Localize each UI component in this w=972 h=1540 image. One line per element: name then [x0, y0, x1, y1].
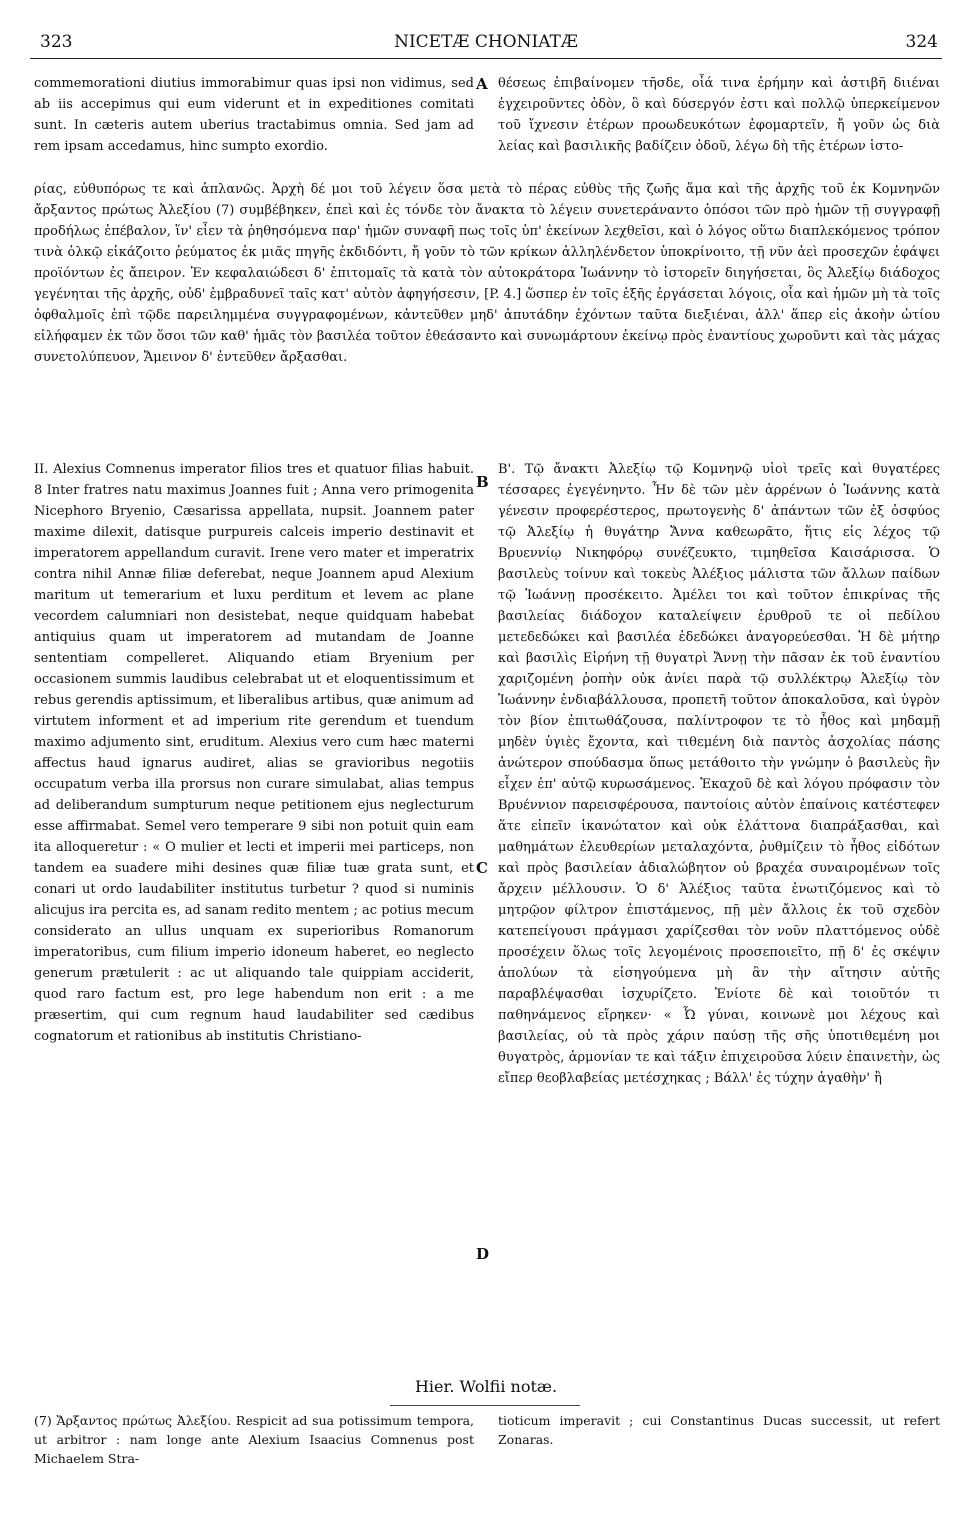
notes-title: Hier. Wolfii notæ. — [414, 1377, 558, 1396]
margin-letter-a: A — [476, 75, 488, 93]
note-7-right: tioticum imperavit ; cui Constantinus Ducas successit, ut refert Zonaras. — [498, 1413, 940, 1447]
greek-intro: θέσεως ἐπιβαίνομεν τῆσδε, οἷά τινα ἐρήμην καὶ ἀστιβῆ διιέναι ἐγχειροῦντες ὁδὸν, ὃ καὶ δύσεργόν ἐστι καὶ πολλῷ ὑπερκείμενον τοῦ ἴχνεσιν ἑτέρων προωδευκότων ἐφομαρτεῖν, ἤ γοῦν ὡς διὰ λείας καὶ βασιλικῆς βαδίζειν ὁδοῦ, λέγω δὴ τῆς ἑτέρων ἱστο- — [498, 76, 940, 154]
running-title: NICETÆ CHONIATÆ — [394, 32, 578, 52]
page — [30, 28, 942, 1466]
greek-intro-full-width: ρίας, εὐθυπόρως τε καὶ ἀπλανῶς. Ἀρχὴ δέ μοι τοῦ λέγειν ὅσα μετὰ τὸ πέρας εὐθὺς τῆς ζωῆς ἅμα καὶ τῆς ἀρχῆς τοῦ ἐκ Κομνηνῶν ἄρξαντος πρώτως Ἀλεξίου (7) συμβέβηκεν, ἐπεὶ καὶ ἐς τόνδε τὸν ἄνακτα τὸ λέγειν συνετεράναντο ὁπόσοι τῶν πρὸ ἡμῶν τῇ συγγραφῇ προδήλως ἐπέβαλον, ἵν' εἶεν τὰ ῥηθησόμενα παρ' ἡμῶν συναφῆ πως τοῖς ὑπ' ἐκείνων λεχθεῖσι, καὶ ὁ λόγος οὕτω διαπλεκόμενος τρόπον τινὰ ὁλκῷ εἰκάζοιτο ῥεύματος ἐκ μιᾶς πηγῆς ἐκδιδόντι, ἤ γοῦν τὸ τῶν κρίκων ἀλληλένδετον ὑποκρίνοιτο, τῇ νῦν ἀεὶ προσεχῶν ἐφάψει προϊόντων ἐς ἄπειρον. Ἐν κεφαλαιώδεσι δ' ἐπιτομαῖς τὰ κατὰ τὸν αὐτοκράτορα Ἰωάννην τὸ ἱστορεῖν διηγήσεται, ὃς Ἀλεξίῳ διάδοχος γεγένηται τῆς ἀρχῆς, οὐδ' ἐμβραδυνεῖ ταῖς κατ' αὐτὸν ἀφηγήσεσιν, [P. 4.] ὥσπερ ἐν τοῖς ἑξῆς ἐργάσεται λόγοις, οἷα καὶ ἡμῶν μὴ τὰ τοῖς ὀφθαλμοῖς ἐπὶ τῷδε παρειλημμένα συγγραφομένων, κἀντεῦθεν μηδ' ἀπυτάδην ἐχόντων ταῦτα διεξιέναι, ἀλλ' ἅπερ εἰς ἀκοὴν ὠτίου εἰλήφαμεν ἐκ τῶν ὅσοι τῶν καθ' ἡμᾶς τὸν βασιλέα τοῦτον ἐθεάσαντο καὶ συνωμάρτουν ἐκείνῳ πρὸς ἐναντίους χωροῦντι καὶ τὰς μάχας συνετολύπευον, Ἄμεινον δ' ἐντεῦθεν ἄρξασθαι. — [34, 182, 940, 365]
page-number-left: 323 — [40, 32, 73, 52]
margin-letter-c: C — [476, 859, 488, 877]
margin-letter-d: D — [476, 1245, 490, 1263]
latin-intro: commemorationi diutius immorabimur quas ipsi non vidimus, sed ab iis accepimus qui eum viderunt et in expeditiones comitati sunt. In cæteris autem uberius tractabimus omnia. Sed jam ad rem ipsam accedamus, hinc sumpto exordio. — [34, 76, 474, 154]
margin-letter-b: B — [476, 473, 489, 491]
note-7-left: (7) Ἄρξαντος πρώτως Ἀλεξίου. Respicit ad sua potissimum tempora, ut arbitror : nam longe ante Alexium Isaacius Comnenus post Michaelem Stra- — [34, 1413, 474, 1466]
running-header — [30, 28, 942, 59]
notes-divider — [390, 1405, 580, 1406]
greek-chapter-b: Β'. Τῷ ἄνακτι Ἀλεξίῳ τῷ Κομνηνῷ υἱοὶ τρεῖς καὶ θυγατέρες τέσσαρες ἐγεγένηντο. Ἦν δὲ τῶν μὲν ἀρρένων ὁ Ἰωάννης κατὰ γένεσιν προφερέστερος, πρωτογενὴς δ' ἁπάντων τῶν ἐξ ὀσφύος τῷ Ἀλεξίῳ ἡ θυγάτηρ Ἄννα καθεωρᾶτο, ἥτις εἰς λέχος τῷ Βρυεννίῳ Νικηφόρῳ συνέζευκτο, τιμηθεῖσα Καισάρισσα. Ὁ βασιλεὺς τοίνυν καὶ τοκεὺς Ἀλέξιος μάλιστα τῶν ἄλλων παίδων τῷ Ἰωάννῃ προσέκειτο. Ἀμέλει τοι καὶ τοῦτον ἐπικρίνας τῆς βασιλείας διάδοχον καταλείψειν ἐρυθροῦ τε οἱ πεδίλου μετεδεδώκει καὶ βασιλέα ἐδεδώκει ἀναγορεύεσθαι. Ἡ δὲ μήτηρ καὶ βασιλὶς Εἰρήνη τῇ θυγατρὶ Ἄννῃ τὴν πᾶσαν ἐκ τοῦ ἐναντίου χαριζομένη ῥοπὴν οὐκ ἀνίει παρὰ τῷ συλλέκτρῳ Ἀλεξίῳ τὸν Ἰωάννην ἐνδιαβάλλουσα, προπετῆ τοῦτον ἀποκαλοῦσα, καὶ ὑγρὸν τὸν βίον ἐπιτωθάζουσα, παλίντροφον τε τὸ ἦθος καὶ μηδαμῇ μηδὲν ὑγιὲς ἔχοντα, καὶ τιθεμένη διὰ παντὸς ἀσχολίας πάσης ἀνώτερον σπούδασμα ὅπως μετάθοιτο τὴν γνώμην ὁ βασιλεὺς ἣν εἶχεν ἐπ' αὐτῷ κυρωσάμενος. Ἑκαχοῦ δὲ καὶ λόγου πρόφασιν τὸν Βρυέννιον παρεισφέρουσα, παντοίοις αὐτὸν ἐπαίνοις κατέστεφεν ἅτε εἰπεῖν ἱκανώτατον καὶ οὐκ ἐλάττονα διαπράξασθαι, καὶ μαθημάτων ἐλευθερίων μεταλαχόντα, ῥυθμίζειν τὸ ἦθος εἰδότων καὶ πρὸς βασιλείαν ἀδιαλώβητον οὐ βραχέα συναιρομένων τοῖς ἄρχειν μέλλουσιν. Ὁ δ' Ἀλέξιος ταῦτα ἐνωτιζόμενος καὶ τὸ μητρῷον φίλτρον ἐπιστάμενος, πῇ μὲν ἄλλοις ἐκ τοῦ σχεδὸν κατεπείγουσι πράγμασι χαρίζεσθαι τὸν νοῦν πλαττόμενος οὐδὲ προσέχειν ὅλως τοῖς λεγομένοις προσεποιεῖτο, πῇ δ' ἐς σκέψιν ἀπολύων τὰ εἰσηγούμενα μὴ ἂν τὴν αἴτησιν αὐτῆς παραβλέψασθαι ἰσχυρίζετο. Ἐνίοτε δὲ καὶ τοιοῦτόν τι παθηνάμενος εἴρηκεν· « Ὦ γύναι, κοινωνὲ μοι λέχους καὶ βασιλείας, οὐ τὰ πρὸς χάριν παύσῃ τῆς σῆς ὑποτιθεμένη μοι θυγατρὸς, ἁρμονίαν τε καὶ τάξιν ἐπιχειροῦσα λύειν ἐπαινετὴν, ὡς εἴπερ θεοβλαβείας μετέσχηκας ; Βάλλ' ἐς τύχην ἀγαθὴν' ἢ — [498, 462, 940, 1086]
page-number-right: 324 — [905, 32, 938, 52]
latin-chapter-ii: II. Alexius Comnenus imperator filios tres et quatuor filias habuit. 8 Inter fratres natu maximus Joannes fuit ; Anna vero primogenita Nicephoro Bryenio, Cæsarissa appellata, nupsit. Joannem pater maxime dilexit, datisque purpureis calceis imperio destinavit et imperatorem appellandum curavit. Irene vero mater et imperatrix contra nihil Annæ filiæ deferebat, neque Joannem apud Alexium maritum ut temerarium et luxu perditum et levem ac plane vecordem calumniari non desistebat, neque quidquam habebat antiquius quam ut imperatorem ad mutandam de Joanne sententiam compelleret. Aliquando etiam Bryenium per occasionem summis laudibus celebrabat ut et eloquentissimum et rebus gerendis aptissimum, et liberalibus artibus, quæ animum ad virtutem informent et ad imperium rite gerendum et tuendum maximo adjumento sint, eruditum. Alexius vero cum hæc materni affectus haud ignarus audiret, alias se gravioribus negotiis occupatum verba illa prorsus non curare simulabat, alias tempus ad deliberandum sumpturum neque petitionem ejus neglecturum esse affirmabat. Semel vero temperare 9 sibi non potuit quin eam ita alloqueretur : « O mulier et lecti et imperii mei particeps, non tandem ea suadere mihi desines quæ filiæ tuæ grata sunt, et conari ut ordo laudabiliter institutus turbetur ? quod si numinis alicujus ira percita es, ad sanam redito mentem ; ac potius mecum considerato an ullus unquam ex superioribus Romanorum imperatoribus, cum filium imperio idoneum haberet, eo neglecto generum prætulerit : ac ut aliquando tale quippiam acciderit, quod raro factum est, pro lege habendum non erit : a me præsertim, qui cum regnum haud laudabiliter sed cædibus cognatorum et rationibus ab institutis Christiano- — [34, 462, 474, 1044]
